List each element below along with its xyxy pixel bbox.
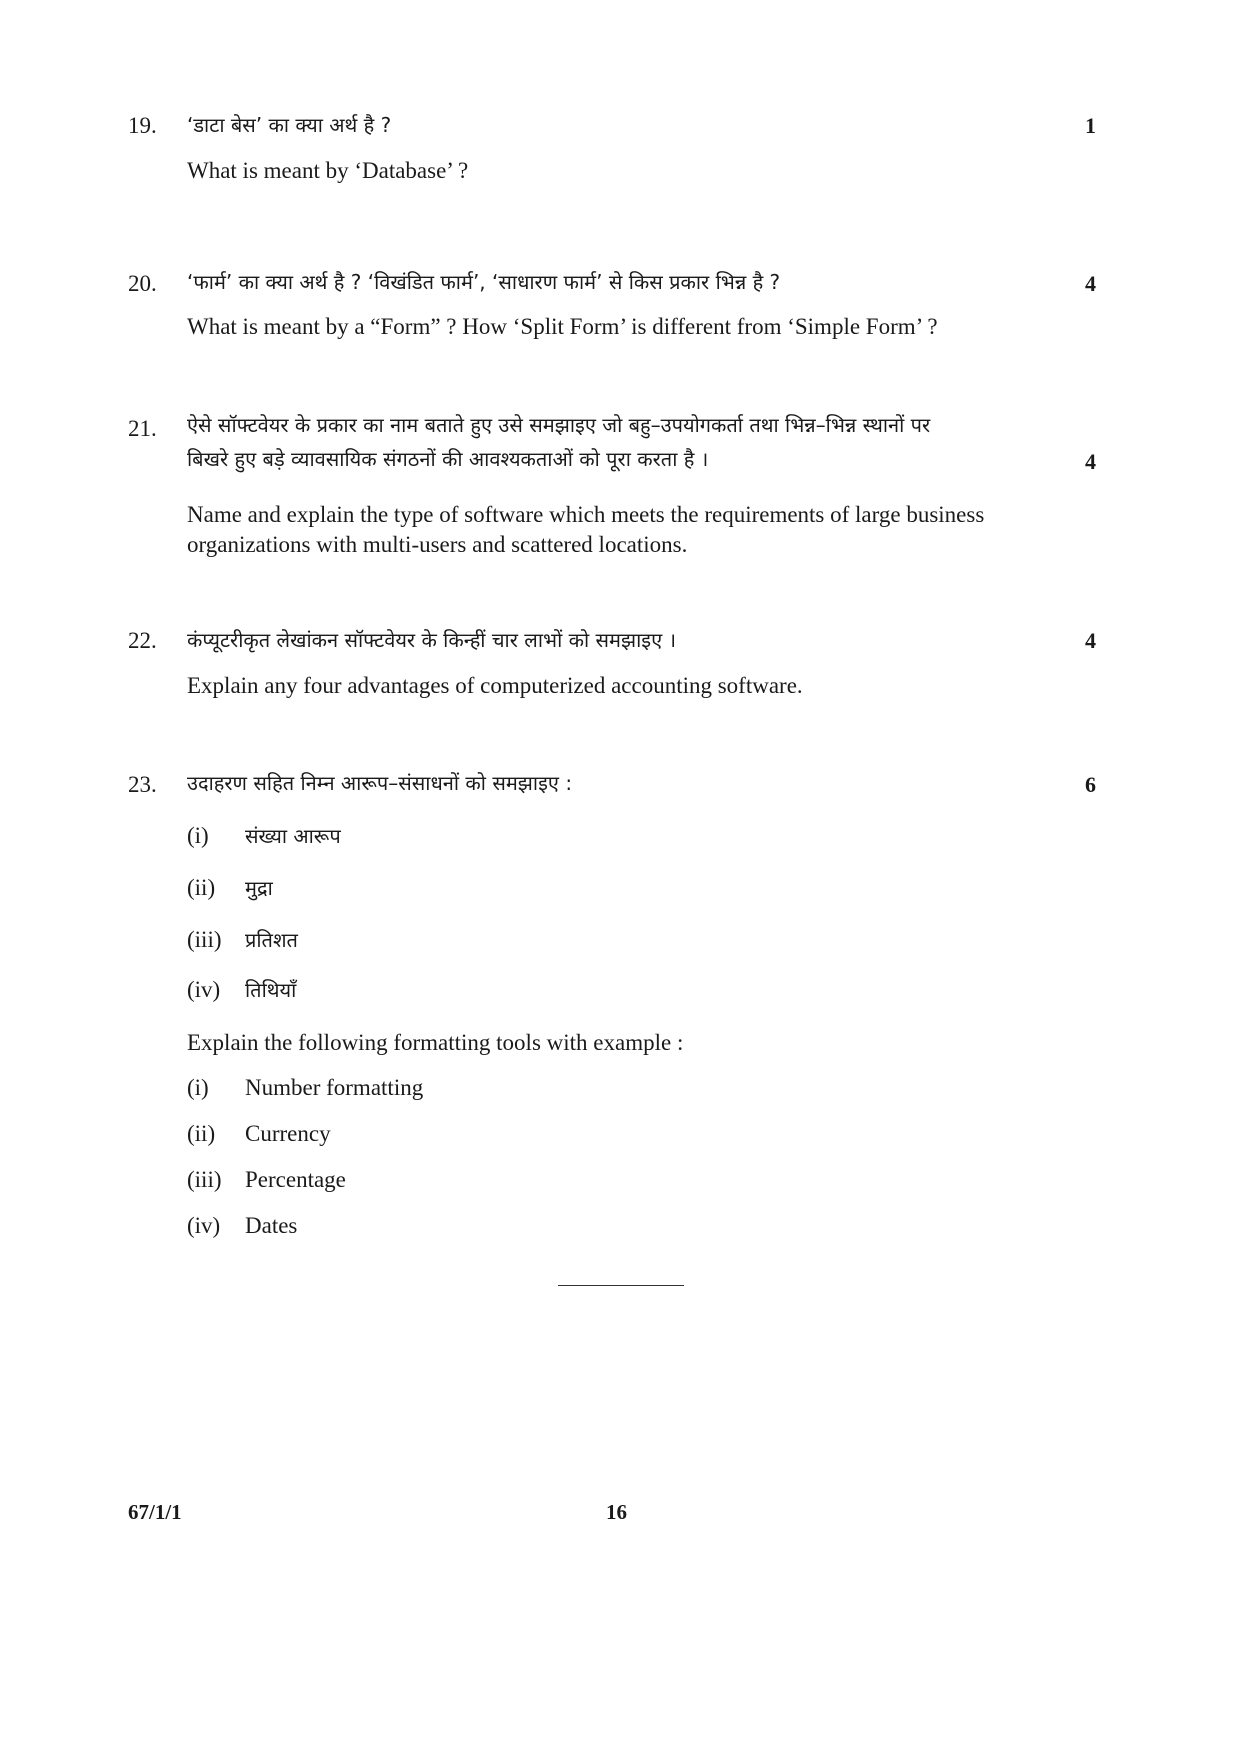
question-marks: 4 bbox=[1085, 628, 1096, 653]
sub-item-text: मुद्रा bbox=[245, 876, 273, 900]
sub-item-numeral: (i) bbox=[187, 1075, 209, 1100]
question-text-hindi: कंप्यूटरीकृत लेखांकन सॉफ्टवेयर के किन्हीं चार लाभों को समझाइए । bbox=[187, 628, 677, 652]
question-marks: 1 bbox=[1085, 113, 1096, 138]
sub-item-numeral: (i) bbox=[187, 823, 209, 848]
question-number: 21. bbox=[128, 416, 157, 441]
sub-item-english bbox=[187, 1073, 423, 1103]
question-text-hindi: उदाहरण सहित निम्न आरूप–संसाधनों को समझाइए : bbox=[187, 771, 573, 795]
sub-item-text: Percentage bbox=[245, 1167, 346, 1192]
sub-item-text: Dates bbox=[245, 1213, 298, 1238]
sub-item-hindi bbox=[187, 873, 273, 903]
sub-item-numeral: (ii) bbox=[187, 875, 216, 900]
question-number: 22. bbox=[128, 628, 157, 653]
question-text-hindi-line-1: ऐसे सॉफ्टवेयर के प्रकार का नाम बताते हुए उसे समझाइए जो बहु–उपयोगकर्ता तथा भिन्न–भिन्न स्थानों पर bbox=[187, 413, 931, 437]
question-marks: 6 bbox=[1085, 772, 1096, 797]
end-divider bbox=[558, 1285, 684, 1286]
sub-item-english bbox=[187, 1211, 297, 1241]
sub-item-numeral: (iv) bbox=[187, 1213, 221, 1238]
question-text-hindi-line-2: बिखरे हुए बड़े व्यावसायिक संगठनों की आवश्यकताओं को पूरा करता है । bbox=[187, 447, 709, 471]
question-text-hindi: ‘डाटा बेस’ का क्या अर्थ है ? bbox=[187, 113, 392, 137]
question-text-english: What is meant by ‘Database’ ? bbox=[187, 158, 469, 183]
question-number: 20. bbox=[128, 271, 157, 296]
sub-item-text: Currency bbox=[245, 1121, 331, 1146]
sub-item-text: संख्या आरूप bbox=[245, 824, 341, 848]
question-number: 23. bbox=[128, 772, 157, 797]
sub-item-hindi bbox=[187, 975, 296, 1005]
sub-item-hindi bbox=[187, 821, 341, 851]
sub-item-hindi bbox=[187, 925, 298, 955]
question-text-english: What is meant by a “Form” ? How ‘Split Form’ is different from ‘Simple Form’ ? bbox=[187, 314, 938, 339]
sub-item-text: प्रतिशत bbox=[245, 928, 298, 952]
sub-item-numeral: (iii) bbox=[187, 927, 222, 952]
question-text-english-line-2: organizations with multi-users and scattered locations. bbox=[187, 532, 688, 557]
question-marks: 4 bbox=[1085, 449, 1096, 474]
question-number: 19. bbox=[128, 113, 157, 138]
sub-item-text: Number formatting bbox=[245, 1075, 424, 1100]
question-text-english: Explain any four advantages of computerized accounting software. bbox=[187, 673, 803, 698]
sub-item-numeral: (iii) bbox=[187, 1167, 222, 1192]
sub-item-numeral: (iv) bbox=[187, 977, 221, 1002]
question-text-english: Explain the following formatting tools with example : bbox=[187, 1030, 684, 1055]
question-text-hindi: ‘फार्म’ का क्या अर्थ है ? ‘विखंडित फार्म’, ‘साधारण फार्म’ से किस प्रकार भिन्न है ? bbox=[187, 270, 781, 294]
sub-item-english bbox=[187, 1119, 331, 1149]
paper-code: 67/1/1 bbox=[128, 1500, 182, 1524]
sub-item-english bbox=[187, 1165, 346, 1195]
sub-item-numeral: (ii) bbox=[187, 1121, 216, 1146]
question-marks: 4 bbox=[1085, 271, 1096, 296]
page-number: 16 bbox=[606, 1500, 627, 1524]
sub-item-text: तिथियाँ bbox=[245, 978, 297, 1002]
question-text-english-line-1: Name and explain the type of software which meets the requirements of large business bbox=[187, 502, 985, 527]
